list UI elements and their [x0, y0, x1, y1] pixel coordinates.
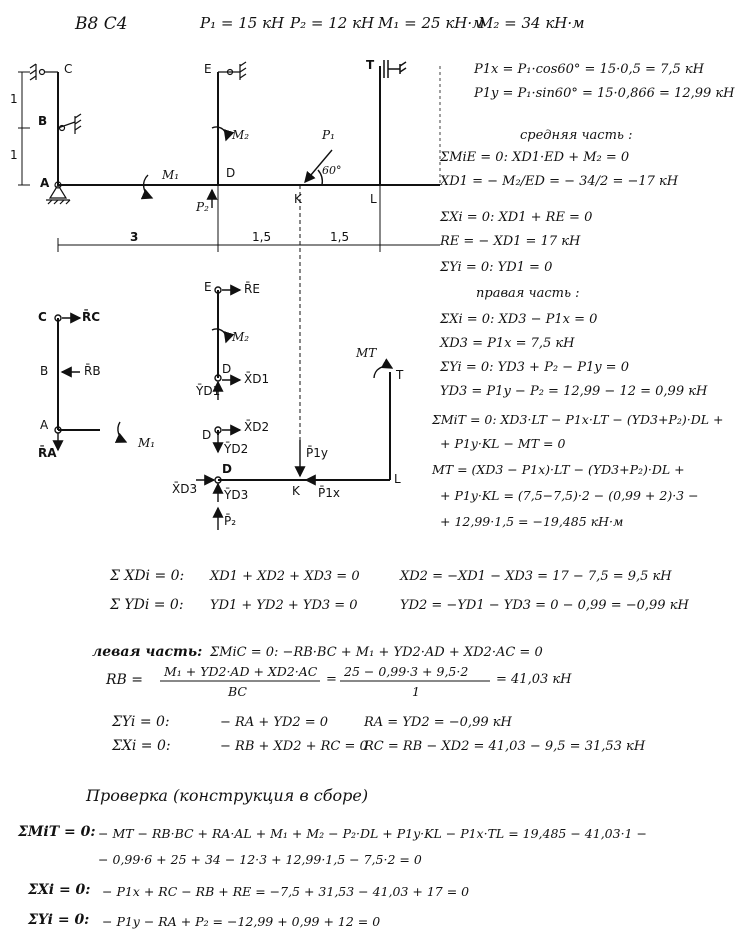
sum-y-label: Σ YDi = 0: [110, 597, 184, 613]
ra-result: RA = YD2 = −0,99 кН [364, 715, 512, 730]
fbd-k-label: K [292, 484, 300, 498]
section-heading-middle: средняя часть : [520, 128, 633, 143]
p1-value: P₁ = 15 кН [200, 14, 285, 32]
support-c [30, 64, 58, 80]
yd2-result: YD2 = −YD1 − YD3 = 0 − 0,99 = −0,99 кН [400, 598, 689, 613]
xd2-result: XD2 = −XD1 − XD3 = 17 − 7,5 = 9,5 кН [400, 569, 672, 584]
check-x-label: ΣXi = 0: [28, 882, 91, 898]
p2-value: P₂ = 12 кН [290, 14, 375, 32]
calc-line: + P1y·KL − MT = 0 [440, 436, 566, 451]
point-c-label: C [64, 62, 73, 76]
fbd-e-label: E [204, 280, 212, 294]
check-moment-equation: − MT − RB·BC + RA·AL + M₁ + M₂ − P₂·DL + P1y·KL − P1x·TL = 19,485 − 41,03·1 − [98, 826, 647, 841]
section-heading-right: правая часть : [476, 286, 580, 301]
force-p2-label: P₂ [196, 200, 209, 214]
fbd-ra-label: R̄A [38, 446, 57, 460]
calc-line: ΣMiT = 0: XD3·LT − P1x·LT − (YD3+P₂)·DL + [432, 412, 724, 427]
calc-line: + P1y·KL = (7,5−7,5)·2 − (0,99 + 2)·3 − [440, 488, 699, 503]
point-l-label: L [370, 192, 377, 206]
left-sum-y-equation: − RA + YD2 = 0 [220, 715, 329, 730]
fbd-d-bot-label: D [222, 462, 232, 476]
rb-denominator-value: 1 [412, 684, 420, 699]
point-a-label: A [40, 176, 50, 190]
support-t [384, 60, 406, 78]
dim-one-five-b: 1,5 [330, 230, 350, 244]
left-moment-equation: ΣMiC = 0: −RB·BC + M₁ + YD2·AD + XD2·AC = 0 [210, 645, 543, 660]
point-e-label: E [204, 62, 212, 76]
fbd-yd2-label: ȲD2 [224, 442, 249, 456]
fbd-rb-label: R̄B [84, 364, 101, 378]
m2-value: M₂ = 34 кН·м [478, 14, 585, 32]
fbd-rc-label: R̄C [82, 310, 101, 324]
fbd-d-mid-label: D [202, 428, 212, 442]
point-b-label: B [38, 114, 48, 128]
check-title: Проверка (конструкция в сборе) [86, 786, 369, 805]
fbd-yd1-label: ȲD1 [196, 384, 221, 398]
dim-one-bottom: 1 [10, 148, 18, 162]
section-heading-left: левая часть: [92, 644, 203, 660]
check-x-equation: − P1x + RC − RB + RE = −7,5 + 31,53 − 41,03 + 17 = 0 [102, 884, 470, 899]
rb-lhs: RB = [106, 672, 144, 688]
fbd-l-label: L [394, 472, 401, 486]
moment-m2-label: M₂ [232, 128, 250, 142]
rb-equals: = [326, 672, 337, 687]
moment-m2-arrow [212, 127, 226, 140]
moment-m1-arrow [144, 175, 152, 198]
check-moment-label: ΣMiT = 0: [18, 824, 96, 840]
calc-line: P1x = P₁·cos60° = 15·0,5 = 7,5 кН [474, 62, 704, 77]
point-t-label: T [366, 58, 375, 72]
calc-line: RE = − XD1 = 17 кН [440, 234, 581, 249]
fbd-a-label: A [40, 418, 49, 432]
calc-line: XD1 = − M₂/ED = − 34/2 = −17 кН [440, 174, 679, 189]
rb-result: = 41,03 кН [496, 672, 572, 687]
point-k-label: K [294, 192, 302, 206]
dim-one-five-a: 1,5 [252, 230, 272, 244]
left-sum-x-equation: − RB + XD2 + RC = 0 [220, 739, 368, 754]
calc-line: + 12,99·1,5 = −19,485 кН·м [440, 514, 624, 529]
moment-m1-label: M₁ [162, 168, 180, 182]
fbd-moment-m1-arrow [118, 422, 126, 442]
fbd-m1-label: M₁ [138, 436, 156, 450]
rc-result: RC = RB − XD2 = 41,03 − 9,5 = 31,53 кН [364, 739, 646, 754]
fbd-moment-m2-arrow [212, 329, 226, 342]
calc-line: ΣYi = 0: YD3 + P₂ − P1y = 0 [440, 360, 629, 375]
m1-value: M₁ = 25 кН·м [378, 14, 485, 32]
left-sum-y-label: ΣYi = 0: [112, 714, 170, 730]
support-e [218, 62, 246, 80]
fbd-xd1-label: X̄D1 [244, 372, 270, 386]
dim-one-top: 1 [10, 92, 18, 106]
calc-line: YD3 = P1y − P₂ = 12,99 − 12 = 0,99 кН [440, 384, 708, 399]
point-d-label: D [226, 166, 236, 180]
sum-x-label: Σ XDi = 0: [110, 568, 185, 584]
fbd-re-label: R̄E [244, 282, 260, 296]
fbd-p1x-label: P̄1x [318, 486, 340, 500]
calc-line: P1y = P₁·sin60° = 15·0,866 = 12,99 кН [474, 86, 735, 101]
fbd-yd3-label: ȲD3 [224, 488, 249, 502]
variant-label: В8 С4 [75, 14, 128, 34]
fbd-c-label: C [38, 310, 47, 324]
fbd-d-top-label: D [222, 362, 232, 376]
fbd-p1y-label: P̄1y [306, 446, 328, 460]
force-p1-label: P₁ [322, 128, 335, 142]
calc-line: ΣXi = 0: XD3 − P1x = 0 [440, 312, 598, 327]
fbd-t-label: T [396, 368, 404, 382]
rb-numerator: M₁ + YD2·AD + XD2·AC [164, 664, 318, 679]
sum-x-equation: XD1 + XD2 + XD3 = 0 [210, 569, 360, 584]
rb-denominator: BC [228, 684, 247, 699]
calc-line: ΣMiE = 0: XD1·ED + M₂ = 0 [440, 150, 630, 165]
angle-label: 60° [322, 164, 342, 177]
rb-numerator-values: 25 − 0,99·3 + 9,5·2 [344, 664, 469, 679]
fbd-mt-label: MT [356, 346, 377, 360]
check-moment-equation-cont: − 0,99·6 + 25 + 34 − 12·3 + 12,99·1,5 − 7,5·2 = 0 [98, 852, 422, 867]
calc-line: ΣYi = 0: YD1 = 0 [440, 260, 553, 275]
fbd-m2-label: M₂ [232, 330, 250, 344]
calc-line: ΣXi = 0: XD1 + RE = 0 [440, 210, 593, 225]
check-y-label: ΣYi = 0: [28, 912, 90, 928]
fbd-xd3-label: X̄D3 [172, 482, 198, 496]
fbd-p2-label: P̄₂ [224, 514, 237, 528]
fbd-xd2-label: X̄D2 [244, 420, 270, 434]
dim-three: 3 [130, 230, 139, 244]
check-y-equation: − P1y − RA + P₂ = −12,99 + 0,99 + 12 = 0 [102, 914, 381, 929]
fbd-b-label: B [40, 364, 49, 378]
support-b [58, 114, 81, 134]
calc-line: MT = (XD3 − P1x)·LT − (YD3+P₂)·DL + [432, 462, 685, 477]
calc-line: XD3 = P1x = 7,5 кН [440, 336, 575, 351]
left-sum-x-label: ΣXi = 0: [112, 738, 171, 754]
sum-y-equation: YD1 + YD2 + YD3 = 0 [210, 598, 358, 613]
